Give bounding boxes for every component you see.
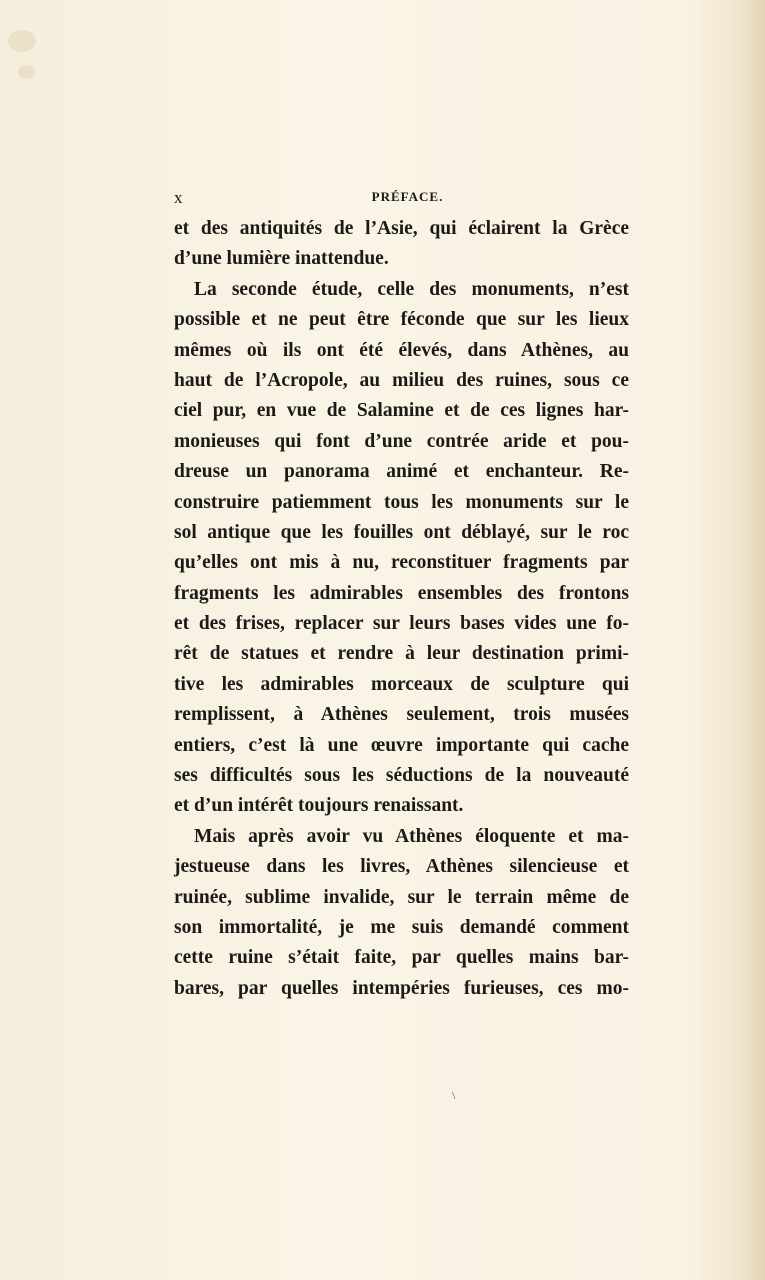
text-line: bares, par quelles intempéries furieuses, ces mo- <box>174 977 629 999</box>
text-line: et des frises, replacer sur leurs bases vides une fo- <box>174 613 629 635</box>
text-line: Mais après avoir vu Athènes éloquente et ma- <box>194 825 629 847</box>
text-line: jestueuse dans les livres, Athènes silencieuse et <box>174 856 629 878</box>
text-line: tive les admirables morceaux de sculpture qui <box>174 673 629 695</box>
text-line: haut de l’Acropole, au milieu des ruines, sous ce <box>174 369 629 391</box>
running-head <box>174 188 629 210</box>
text-line: et des antiquités de l’Asie, qui éclairent la Grèce <box>174 218 629 239</box>
paper-stain <box>8 30 36 52</box>
text-line: mêmes où ils ont été élevés, dans Athènes, au <box>174 339 629 361</box>
text-line: sol antique que les fouilles ont déblayé, sur le roc <box>174 521 629 543</box>
text-line: dreuse un panorama animé et enchanteur. Re- <box>174 461 629 483</box>
text-line: entiers, c’est là une œuvre importante qui cache <box>174 734 629 756</box>
text-line: fragments les admirables ensembles des frontons <box>174 582 629 604</box>
page-number: x <box>174 188 184 207</box>
text-line: construire patiemment tous les monuments sur le <box>174 491 629 513</box>
body-text <box>174 214 629 1004</box>
text-line: La seconde étude, celle des monuments, n’est <box>194 278 629 300</box>
text-line: et d’un intérêt toujours renaissant. <box>174 795 464 817</box>
text-line: son immortalité, je me suis demandé comment <box>174 916 629 938</box>
text-line: possible et ne peut être féconde que sur les lieux <box>174 309 629 331</box>
text-line: rêt de statues et rendre à leur destination primi- <box>174 643 629 665</box>
text-line: ses difficultés sous les séductions de la nouveauté <box>174 765 629 787</box>
text-line: cette ruine s’était faite, par quelles mains bar- <box>174 947 629 969</box>
text-line: remplissent, à Athènes seulement, trois musées <box>174 704 629 726</box>
paper-stain <box>18 65 36 79</box>
text-line: d’une lumière inattendue. <box>174 248 389 270</box>
text-line: monieuses qui font d’une contrée aride et pou- <box>174 430 629 452</box>
stray-mark: \ <box>452 1088 456 1102</box>
text-line: ruinée, sublime invalide, sur le terrain même de <box>174 886 629 908</box>
text-line: qu’elles ont mis à nu, reconstituer fragments par <box>174 552 629 574</box>
running-title: PRÉFACE. <box>371 189 444 204</box>
text-line: ciel pur, en vue de Salamine et de ces lignes har- <box>174 400 629 422</box>
